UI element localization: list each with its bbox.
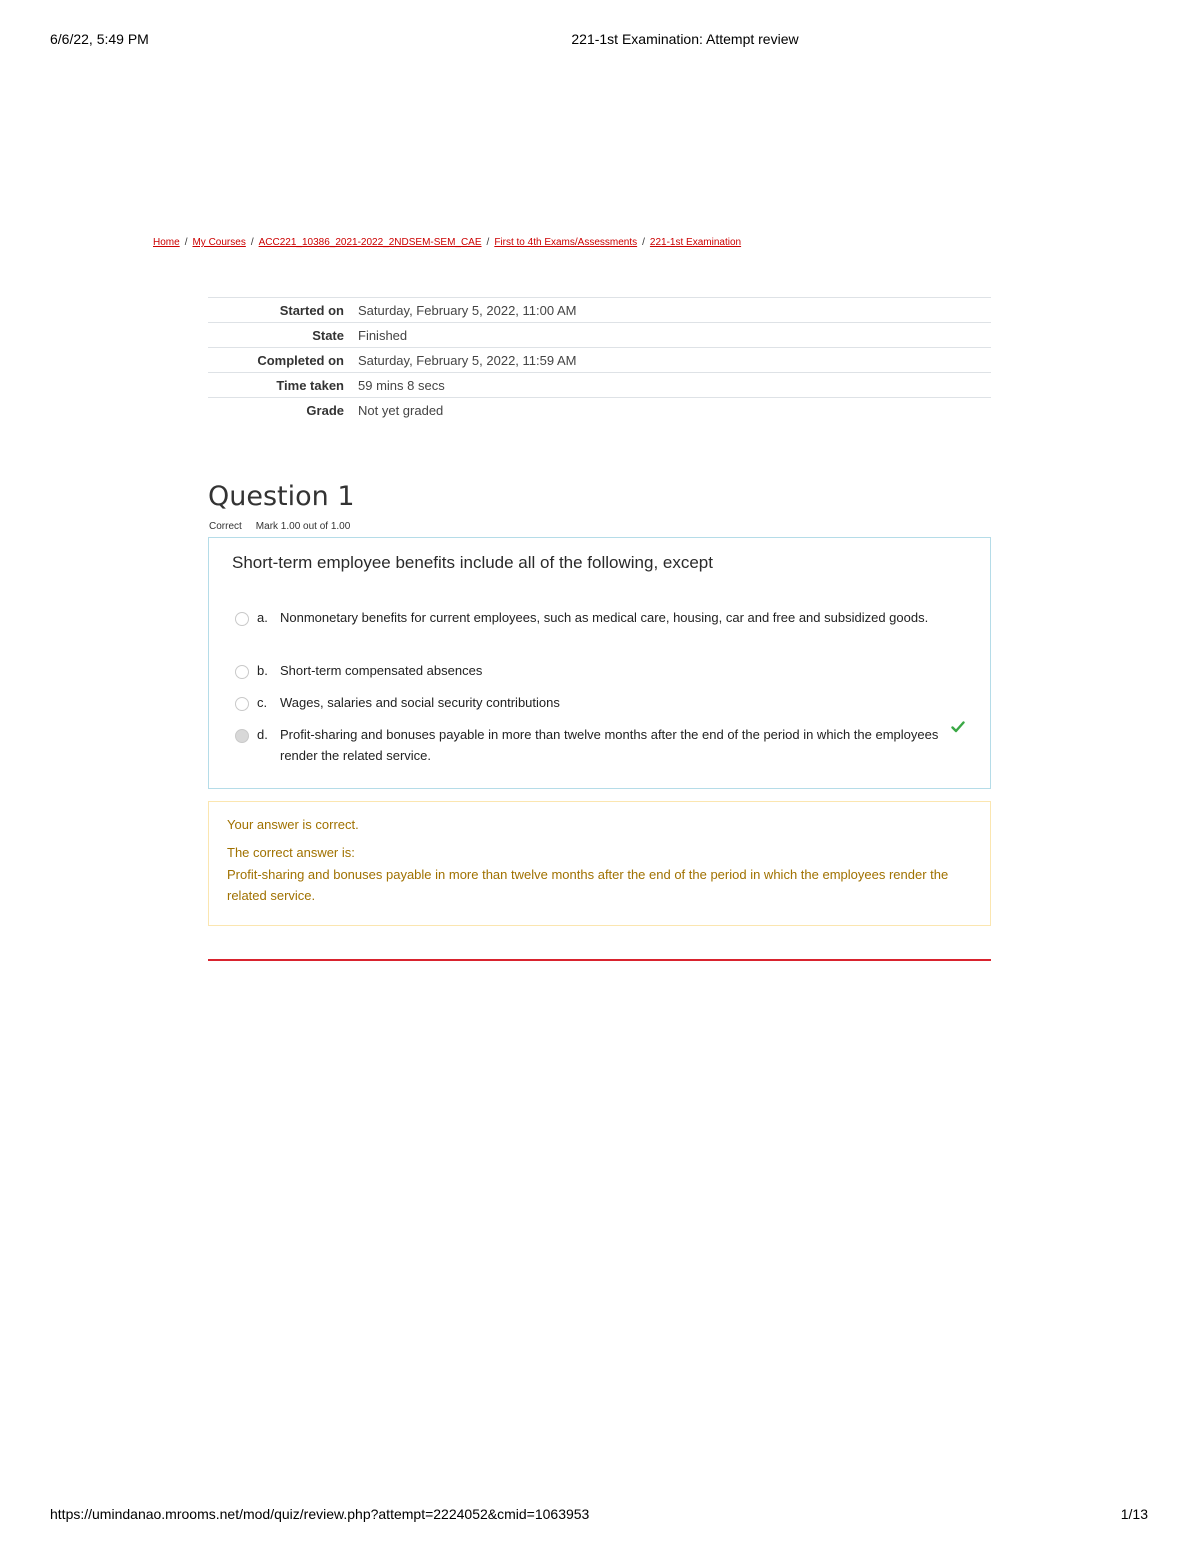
summary-value: Finished (358, 327, 408, 343)
summary-label: Grade (306, 402, 344, 418)
summary-label: Started on (279, 302, 344, 318)
option-letter: b. (257, 663, 268, 678)
question-status: Correct (209, 521, 242, 532)
breadcrumb-separator: / (642, 237, 645, 248)
summary-value: Saturday, February 5, 2022, 11:59 AM (358, 352, 577, 368)
summary-value: Not yet graded (358, 402, 444, 418)
summary-row (208, 348, 991, 373)
breadcrumb-my-courses[interactable]: My Courses (192, 237, 246, 248)
checkmark-icon (951, 720, 965, 734)
attempt-summary-table (208, 297, 991, 422)
summary-row (208, 373, 991, 398)
print-page-number: 1/13 (1120, 1506, 1148, 1522)
radio-button[interactable] (235, 697, 249, 711)
breadcrumb-separator: / (250, 237, 254, 248)
summary-value: 59 mins 8 secs (358, 377, 445, 393)
breadcrumb-section[interactable]: First to 4th Exams/Assessments (494, 237, 638, 248)
radio-button-selected[interactable] (235, 729, 249, 743)
question-mark: Mark 1.00 out of 1.00 (255, 521, 351, 532)
breadcrumb-home[interactable]: Home (153, 237, 180, 248)
breadcrumb-course[interactable]: ACC221_10386_2021-2022_2NDSEM-SEM_CAE (258, 237, 482, 248)
option-text: Profit-sharing and bonuses payable in more than twelve months after the end of the period in which the employees render the related service. (280, 727, 939, 763)
breadcrumb-quiz[interactable]: 221-1st Examination (649, 237, 742, 248)
print-page-title: 221-1st Examination: Attempt review (571, 31, 799, 47)
radio-button[interactable] (235, 612, 249, 626)
option-letter: d. (257, 727, 268, 742)
option-text: Short-term compensated absences (280, 663, 483, 678)
summary-row (208, 298, 991, 323)
option-text: Wages, salaries and social security contributions (280, 695, 560, 710)
feedback-result: Your answer is correct. (227, 817, 359, 832)
feedback-correct-label: The correct answer is: (227, 845, 355, 860)
breadcrumb-separator: / (184, 237, 188, 248)
option-text: Nonmonetary benefits for current employees, such as medical care, housing, car and free and subsidized goods. (280, 610, 929, 625)
print-datetime: 6/6/22, 5:49 PM (50, 31, 149, 47)
question-title: Question 1 (208, 481, 355, 512)
breadcrumb-separator: / (486, 237, 490, 248)
question-info (209, 521, 350, 532)
question-feedback (208, 801, 991, 926)
summary-row (208, 398, 991, 423)
feedback-correct-answer: Profit-sharing and bonuses payable in more than twelve months after the end of the period in which the employees render the related service. (227, 867, 949, 903)
summary-label: Completed on (257, 352, 344, 368)
summary-row (208, 323, 991, 348)
breadcrumb (153, 237, 741, 248)
section-divider (208, 959, 991, 961)
summary-label: State (312, 327, 344, 343)
print-url: https://umindanao.mrooms.net/mod/quiz/review.php?attempt=2224052&cmid=1063953 (50, 1506, 590, 1522)
question-content (208, 537, 991, 789)
summary-value: Saturday, February 5, 2022, 11:00 AM (358, 302, 577, 318)
radio-button[interactable] (235, 665, 249, 679)
question-text: Short-term employee benefits include all of the following, except (232, 553, 713, 572)
option-letter: c. (257, 695, 268, 710)
summary-label: Time taken (276, 377, 344, 393)
option-letter: a. (257, 610, 268, 625)
